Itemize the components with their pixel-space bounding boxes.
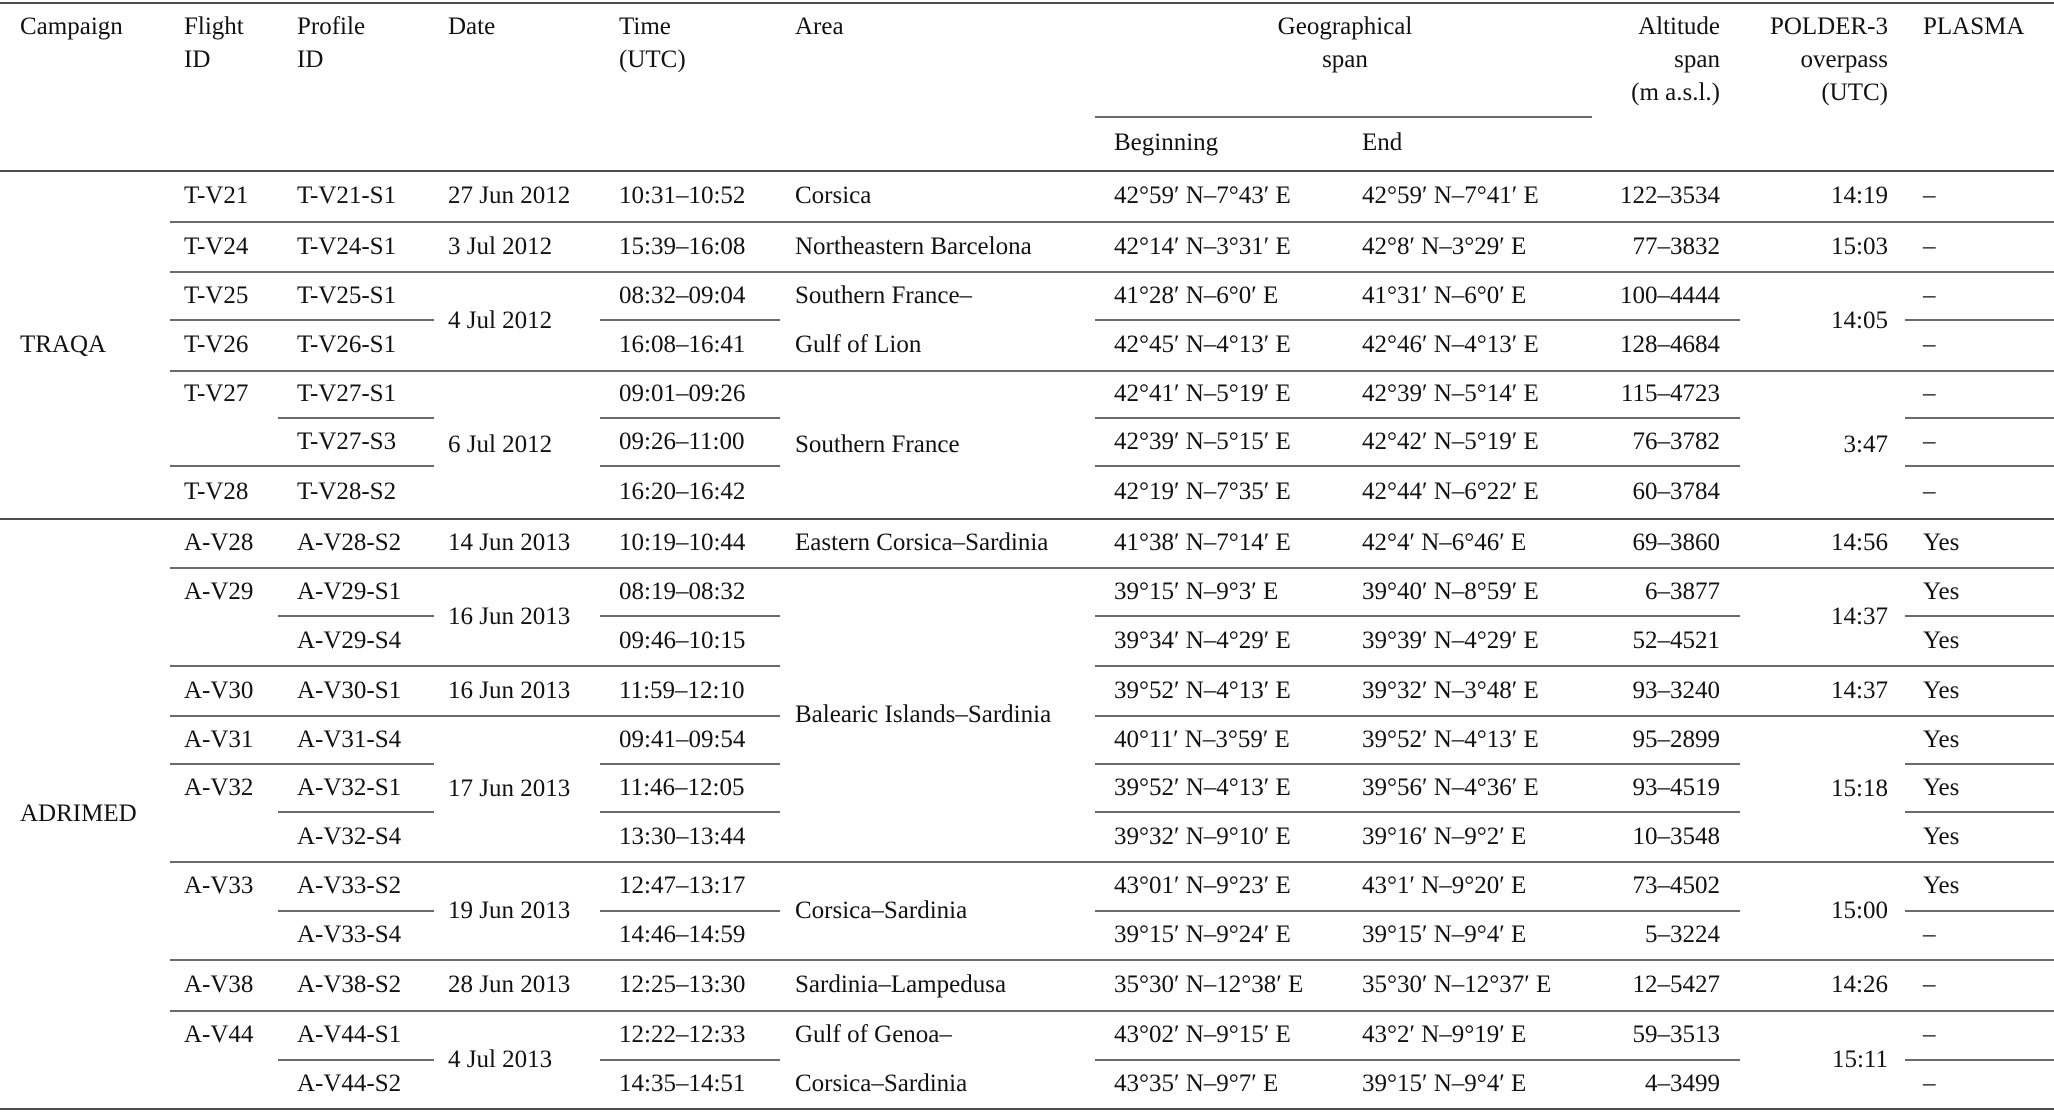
date-cell: 16 Jun 2013 [448,676,571,704]
profile-id-cell: A-V32-S4 [297,822,402,850]
profile-id-cell: T-V26-S1 [297,331,397,358]
time-cell: 16:20–16:42 [619,478,746,505]
area-cell-line-2: Gulf of Lion [795,331,922,358]
geo-beginning-cell: 35°30′ N–12°38′ E [1114,971,1304,998]
altitude-span-cell: 93–3240 [1632,676,1720,704]
altitude-span-cell: 115–4723 [1620,380,1720,407]
plasma-cell: – [1923,1021,1936,1048]
flight-id-cell: T-V26 [184,331,249,358]
geo-beginning-cell: 42°39′ N–5°15′ E [1114,427,1291,455]
profile-id-cell: A-V32-S1 [297,773,402,801]
date-cell: 14 Jun 2013 [448,529,571,556]
header-profile-id: Profile ID [297,13,366,73]
profile-id-cell: A-V44-S1 [297,1021,402,1048]
geo-end-cell: 39°32′ N–3°48′ E [1362,676,1539,704]
profile-id-cell: T-V27-S3 [297,427,397,455]
altitude-span-cell: 100–4444 [1620,281,1720,309]
time-cell: 09:46–10:15 [619,626,746,654]
plasma-cell: – [1923,281,1936,309]
polder-overpass-cell: 14:19 [1831,182,1888,209]
time-cell: 11:59–12:10 [619,676,745,704]
area-cell: Corsica [795,182,872,209]
area-cell-line-1: Gulf of Genoa– [795,1021,952,1048]
flight-id-cell: A-V28 [184,529,254,556]
profile-id-cell: T-V27-S1 [297,380,397,407]
geo-beginning-cell: 39°52′ N–4°13′ E [1114,773,1291,801]
date-cell: 19 Jun 2013 [448,896,571,924]
time-cell: 08:32–09:04 [619,281,746,309]
plasma-cell: – [1923,1070,1936,1097]
date-cell: 28 Jun 2013 [448,971,571,998]
header-end: End [1362,129,1403,156]
plasma-cell: – [1923,971,1936,998]
altitude-span-cell: 73–4502 [1632,872,1720,899]
plasma-cell: – [1923,380,1936,407]
time-cell: 16:08–16:41 [619,331,746,358]
time-cell: 12:25–13:30 [619,971,746,998]
geo-end-cell: 42°46′ N–4°13′ E [1362,331,1539,358]
time-cell: 15:39–16:08 [619,232,746,260]
header-polder-overpass: POLDER-3 overpass (UTC) [1769,13,1888,106]
date-cell: 27 Jun 2012 [448,182,571,209]
geo-end-cell: 42°44′ N–6°22′ E [1362,478,1539,505]
header-geographical-span: Geographical span [1277,13,1413,73]
profile-id-cell: A-V29-S1 [297,577,402,605]
flight-id-cell: T-V28 [184,478,249,505]
plasma-cell: Yes [1923,725,1960,753]
area-cell: Northeastern Barcelona [795,232,1032,260]
geo-end-cell: 39°15′ N–9°4′ E [1362,921,1527,948]
geo-beginning-cell: 40°11′ N–3°59′ E [1114,725,1290,753]
geo-beginning-cell: 43°35′ N–9°7′ E [1114,1070,1279,1097]
polder-overpass-cell: 14:37 [1831,602,1888,630]
polder-overpass-cell: 14:37 [1831,676,1888,704]
profile-id-cell: A-V33-S4 [297,921,402,948]
flight-id-cell: A-V32 [184,773,254,801]
time-cell: 09:41–09:54 [619,725,746,753]
flight-id-cell: A-V33 [184,872,254,899]
polder-overpass-cell: 15:03 [1831,232,1888,260]
flight-id-cell: T-V27 [184,380,249,407]
area-cell: Sardinia–Lampedusa [795,971,1007,998]
geo-end-cell: 39°40′ N–8°59′ E [1362,577,1539,605]
plasma-cell: – [1923,232,1936,260]
polder-overpass-cell: 15:00 [1831,896,1888,924]
date-cell: 6 Jul 2012 [448,430,553,458]
flight-id-cell: A-V38 [184,971,254,998]
time-cell: 08:19–08:32 [619,577,746,605]
profile-id-cell: A-V29-S4 [297,626,402,654]
geo-beginning-cell: 41°28′ N–6°0′ E [1114,281,1279,309]
geo-beginning-cell: 42°14′ N–3°31′ E [1114,232,1291,260]
altitude-span-cell: 95–2899 [1632,725,1720,753]
geo-end-cell: 43°2′ N–9°19′ E [1362,1021,1527,1048]
geo-end-cell: 42°39′ N–5°14′ E [1362,380,1539,407]
plasma-cell: – [1923,182,1936,209]
geo-beginning-cell: 43°02′ N–9°15′ E [1114,1021,1291,1048]
geo-beginning-cell: 39°52′ N–4°13′ E [1114,676,1291,704]
altitude-span-cell: 60–3784 [1632,478,1720,505]
geo-beginning-cell: 39°34′ N–4°29′ E [1114,626,1291,654]
plasma-cell: Yes [1923,822,1960,850]
flight-id-cell: A-V30 [184,676,254,704]
altitude-span-cell: 69–3860 [1632,529,1720,556]
geo-end-cell: 41°31′ N–6°0′ E [1362,281,1527,309]
plasma-cell: – [1923,331,1936,358]
flight-id-cell: T-V25 [184,281,249,309]
plasma-cell: Yes [1923,529,1960,556]
altitude-span-cell: 4–3499 [1645,1070,1720,1097]
polder-overpass-cell: 14:05 [1831,307,1888,334]
plasma-cell: – [1923,921,1936,948]
altitude-span-cell: 128–4684 [1620,331,1720,358]
header-altitude-span: Altitude span (m a.s.l.) [1631,13,1720,106]
area-cell: Corsica–Sardinia [795,896,968,924]
time-cell: 14:35–14:51 [619,1070,746,1097]
altitude-span-cell: 12–5427 [1632,971,1720,998]
altitude-span-cell: 6–3877 [1645,577,1720,605]
plasma-cell: Yes [1923,773,1960,801]
campaign-cell: ADRIMED [20,799,137,827]
time-cell: 12:47–13:17 [619,872,746,899]
geo-beginning-cell: 41°38′ N–7°14′ E [1114,529,1291,556]
area-cell-line-1: Southern France– [795,281,973,309]
flight-id-cell: T-V21 [184,182,249,209]
campaign-cell: TRAQA [20,330,107,358]
altitude-span-cell: 77–3832 [1632,232,1720,260]
header-campaign: Campaign [20,13,123,40]
header-flight-id: Flight ID [184,13,244,73]
geo-end-cell: 42°8′ N–3°29′ E [1362,232,1527,260]
plasma-cell: Yes [1923,577,1960,605]
profile-id-cell: A-V38-S2 [297,971,402,998]
header-plasma: PLASMA [1923,13,2025,40]
profile-id-cell: T-V24-S1 [297,232,397,260]
flight-id-cell: A-V44 [184,1021,254,1048]
plasma-cell: Yes [1923,676,1960,704]
polder-overpass-cell: 3:47 [1843,430,1888,458]
plasma-cell: – [1923,478,1936,505]
altitude-span-cell: 59–3513 [1632,1021,1720,1048]
geo-end-cell: 39°56′ N–4°36′ E [1362,773,1539,801]
polder-overpass-cell: 14:26 [1831,971,1888,998]
plasma-cell: Yes [1923,872,1960,899]
profile-id-cell: A-V30-S1 [297,676,402,704]
altitude-span-cell: 5–3224 [1645,921,1720,948]
time-cell: 09:01–09:26 [619,380,746,407]
altitude-span-cell: 93–4519 [1632,773,1720,801]
date-cell: 16 Jun 2013 [448,602,571,630]
header-beginning: Beginning [1114,129,1219,156]
time-cell: 12:22–12:33 [619,1021,746,1048]
date-cell: 4 Jul 2012 [448,307,553,334]
geo-end-cell: 39°39′ N–4°29′ E [1362,626,1539,654]
profile-id-cell: T-V28-S2 [297,478,397,505]
polder-overpass-cell: 14:56 [1831,529,1888,556]
geo-end-cell: 39°15′ N–9°4′ E [1362,1070,1527,1097]
profile-id-cell: A-V28-S2 [297,529,402,556]
time-cell: 10:31–10:52 [619,182,746,209]
polder-overpass-cell: 15:11 [1831,1045,1888,1073]
geo-end-cell: 43°1′ N–9°20′ E [1362,872,1527,899]
geo-beginning-cell: 43°01′ N–9°23′ E [1114,872,1291,899]
profile-id-cell: A-V33-S2 [297,872,402,899]
geo-beginning-cell: 39°15′ N–9°3′ E [1114,577,1279,605]
geo-beginning-cell: 42°45′ N–4°13′ E [1114,331,1291,358]
geo-beginning-cell: 42°19′ N–7°35′ E [1114,478,1291,505]
header-area: Area [795,13,844,40]
area-cell: Balearic Islands–Sardinia [795,700,1052,728]
geo-end-cell: 42°42′ N–5°19′ E [1362,427,1539,455]
altitude-span-cell: 10–3548 [1632,822,1720,850]
flight-id-cell: A-V31 [184,725,254,753]
flight-id-cell: T-V24 [184,232,249,260]
geo-end-cell: 42°4′ N–6°46′ E [1362,529,1527,556]
profile-id-cell: A-V44-S2 [297,1070,402,1097]
geo-beginning-cell: 39°32′ N–9°10′ E [1114,822,1291,850]
time-cell: 14:46–14:59 [619,921,746,948]
altitude-span-cell: 52–4521 [1632,626,1720,654]
time-cell: 13:30–13:44 [619,822,746,850]
geo-end-cell: 35°30′ N–12°37′ E [1362,971,1552,998]
altitude-span-cell: 122–3534 [1620,182,1720,209]
area-cell: Eastern Corsica–Sardinia [795,529,1049,556]
date-cell: 3 Jul 2012 [448,232,553,260]
profile-id-cell: A-V31-S4 [297,725,402,753]
flight-id-cell: A-V29 [184,577,254,605]
date-cell: 17 Jun 2013 [448,774,571,802]
geo-end-cell: 39°52′ N–4°13′ E [1362,725,1539,753]
area-cell: Southern France [795,430,960,458]
header-time: Time (UTC) [619,13,686,73]
time-cell: 10:19–10:44 [619,529,746,556]
plasma-cell: Yes [1923,626,1960,654]
area-cell-line-2: Corsica–Sardinia [795,1070,968,1097]
geo-end-cell: 39°16′ N–9°2′ E [1362,822,1527,850]
geo-end-cell: 42°59′ N–7°41′ E [1362,182,1539,209]
geo-beginning-cell: 42°59′ N–7°43′ E [1114,182,1291,209]
altitude-span-cell: 76–3782 [1632,427,1720,455]
date-cell: 4 Jul 2013 [448,1045,553,1073]
profile-id-cell: T-V21-S1 [297,182,397,209]
plasma-cell: – [1923,427,1936,455]
geo-beginning-cell: 39°15′ N–9°24′ E [1114,921,1291,948]
geo-beginning-cell: 42°41′ N–5°19′ E [1114,380,1291,407]
time-cell: 11:46–12:05 [619,773,745,801]
time-cell: 09:26–11:00 [619,427,745,455]
profile-id-cell: T-V25-S1 [297,281,397,309]
polder-overpass-cell: 15:18 [1831,774,1888,802]
header-date: Date [448,13,496,40]
